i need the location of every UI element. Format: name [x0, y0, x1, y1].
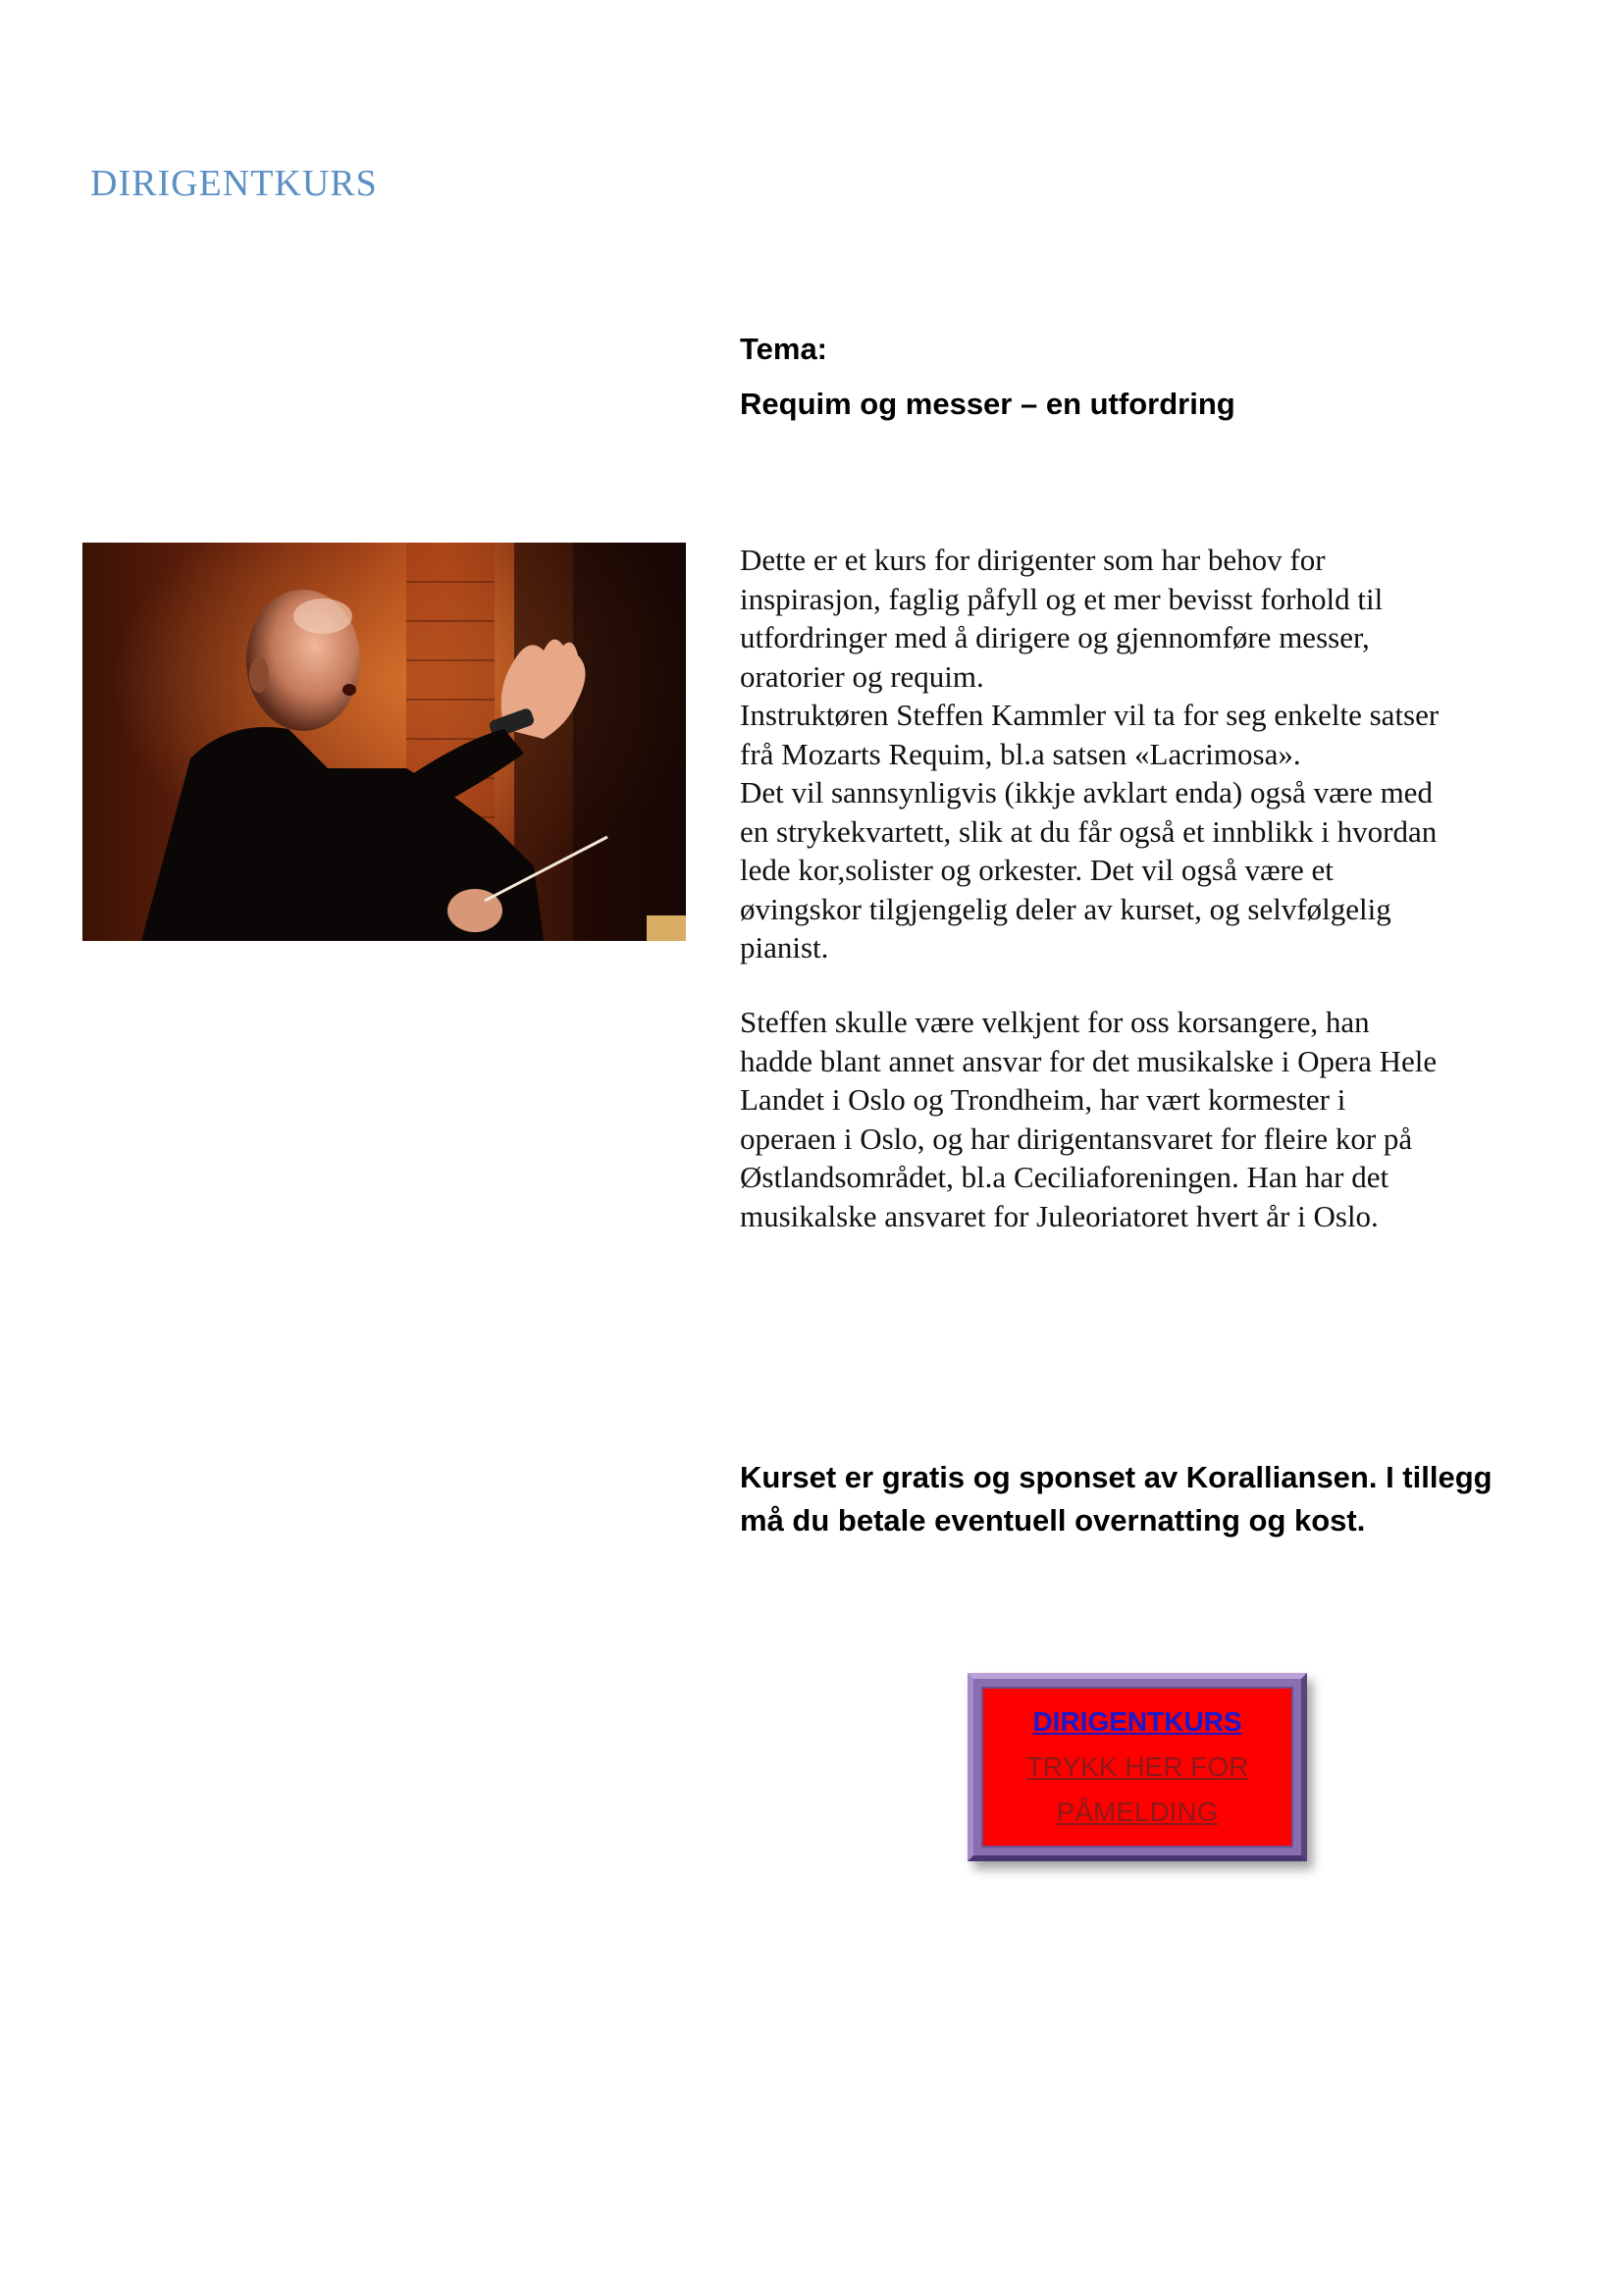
paragraph-line: oratorier og requim. [740, 658, 984, 694]
paragraph-line: en strykekvartett, slik at du får også et innblikk i hvordan [740, 813, 1438, 849]
paragraph-line: musikalske ansvaret for Juleoriatoret hvert år i Oslo. [740, 1198, 1379, 1233]
paragraph-line: utfordringer med å dirigere og gjennomføre messer, [740, 620, 1370, 654]
paragraph-line: Instruktøren Steffen Kammler vil ta for seg enkelte satser [740, 698, 1440, 732]
description-paragraph-1 [740, 541, 1564, 967]
page-title: DIRIGENTKURS [90, 163, 378, 204]
theme-title: Requim og messer – en utfordring [740, 387, 1235, 421]
signup-button-frame [968, 1673, 1307, 1861]
paragraph-line: Dette er et kurs for dirigenter som har behov for [740, 543, 1326, 577]
signup-link-line-3[interactable]: PÅMELDING [1056, 1797, 1219, 1827]
paragraph-line: lede kor,solister og orkester. Det vil også være et [740, 853, 1334, 887]
signup-link-line-2[interactable]: TRYKK HER FOR [1025, 1751, 1249, 1782]
signup-button[interactable] [981, 1687, 1293, 1848]
paragraph-line: Det vil sannsynligvis (ikkje avklart enda) også være med [740, 775, 1433, 809]
description-paragraph-2 [740, 1003, 1564, 1235]
closing-line: Kurset er gratis og sponset av Koralliansen. I tillegg [740, 1460, 1493, 1494]
signup-link-title[interactable]: DIRIGENTKURS [1032, 1706, 1242, 1737]
conductor-photo [82, 543, 686, 941]
paragraph-line: operaen i Oslo, og har dirigentansvaret for fleire kor på [740, 1121, 1413, 1156]
paragraph-line: Steffen skulle være velkjent for oss korsangere, han [740, 1005, 1370, 1039]
paragraph-line: Landet i Oslo og Trondheim, har vært kormester i [740, 1082, 1346, 1117]
paragraph-line: hadde blant annet ansvar for det musikalske i Opera Hele [740, 1043, 1438, 1078]
closing-line: må du betale eventuell overnatting og kost. [740, 1503, 1366, 1538]
paragraph-line: frå Mozarts Requim, bl.a satsen «Lacrimosa». [740, 736, 1301, 771]
paragraph-line: inspirasjon, faglig påfyll og et mer bevisst forhold til [740, 581, 1384, 616]
closing-note [740, 1456, 1564, 1542]
theme-label: Tema: [740, 332, 828, 366]
paragraph-line: øvingskor tilgjengelig deler av kurset, og selvfølgelig [740, 891, 1391, 926]
paragraph-line: pianist. [740, 930, 829, 965]
conductor-photo-icon [82, 543, 686, 941]
paragraph-line: Østlandsområdet, bl.a Ceciliaforeningen. Han har det [740, 1160, 1389, 1194]
